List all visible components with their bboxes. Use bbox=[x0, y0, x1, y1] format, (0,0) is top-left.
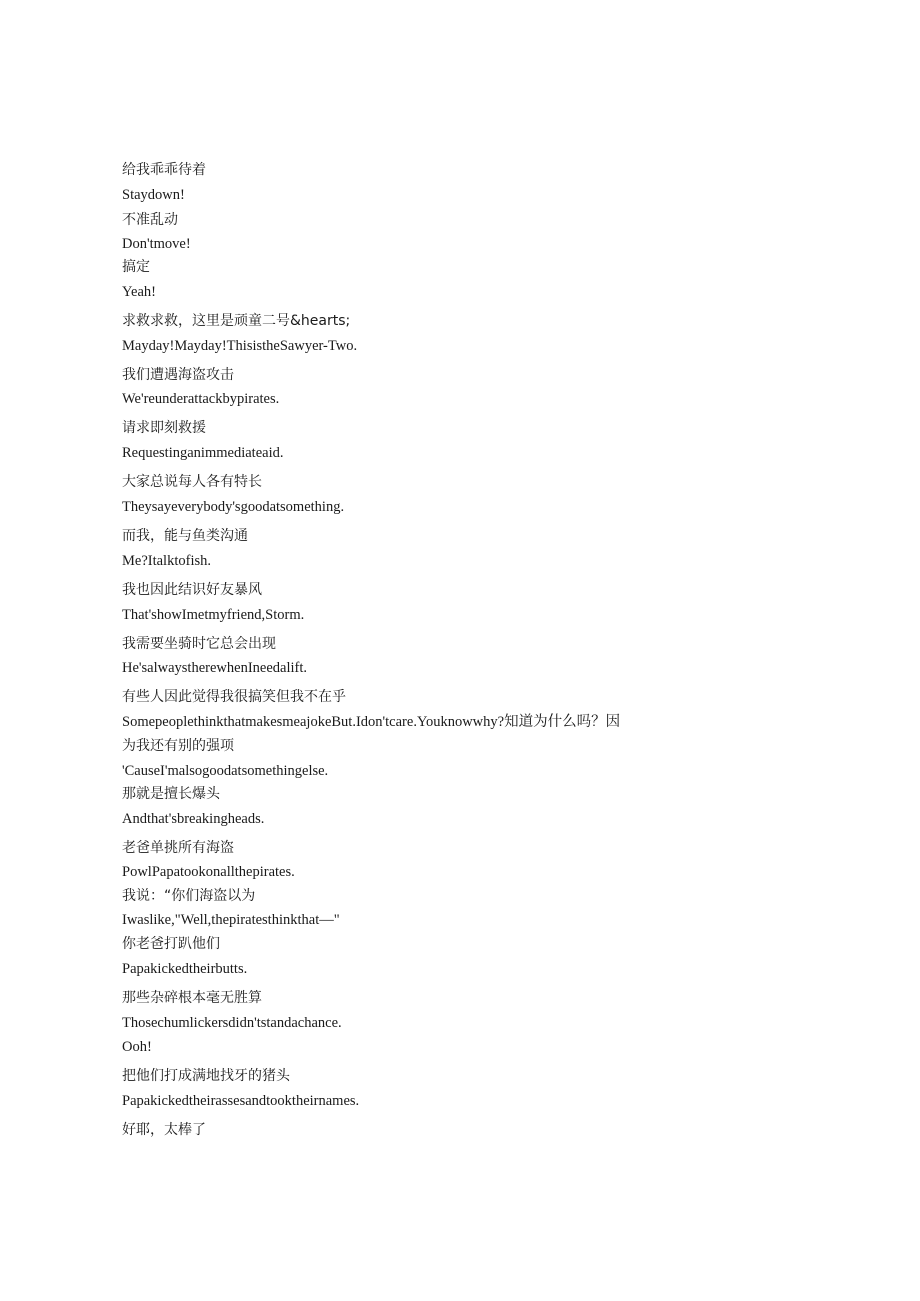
subtitle-line-en: Theysayeverybody'sgoodatsomething. bbox=[122, 499, 345, 515]
subtitle-line-cn: 我也因此结识好友暴风 bbox=[122, 582, 262, 598]
subtitle-line-en: We'reunderattackbypirates. bbox=[122, 391, 280, 407]
subtitle-line-cn: 我说：“你们海盗以为 bbox=[122, 888, 256, 904]
subtitle-line-cn: 好耶，太棒了 bbox=[122, 1122, 206, 1138]
subtitle-line-en: Mayday!Mayday!ThisistheSawyer-Two. bbox=[122, 338, 358, 354]
subtitle-line-cn: 给我乖乖待着 bbox=[122, 162, 206, 178]
subtitle-line-en: Papakickedtheirbutts. bbox=[122, 961, 248, 977]
subtitle-line-cn: 你老爸打趴他们 bbox=[122, 936, 220, 952]
subtitle-line-en: SomepeoplethinkthatmakesmeajokeBut.Idon'tcare.Youknowwhy?知道为什么吗？因 bbox=[122, 714, 621, 730]
subtitle-line-cn: 不准乱动 bbox=[122, 212, 178, 228]
subtitle-line-en: Ooh! bbox=[122, 1039, 152, 1055]
subtitle-line-en: He'salwaystherewhenIneedalift. bbox=[122, 660, 307, 676]
subtitle-line-cn: 把他们打成满地找牙的猪头 bbox=[122, 1068, 290, 1084]
subtitle-line-cn: 为我还有别的强项 bbox=[122, 738, 234, 754]
subtitle-line-en: Andthat'sbreakingheads. bbox=[122, 811, 265, 827]
subtitle-line-en: Thosechumlickersdidn'tstandachance. bbox=[122, 1015, 342, 1031]
subtitle-line-cn: 求救求救，这里是顽童二号&hearts; bbox=[122, 313, 351, 329]
subtitle-line-cn: 搞定 bbox=[122, 259, 150, 275]
subtitle-line-cn: 那就是擅长爆头 bbox=[122, 786, 220, 802]
subtitle-line-en: That'showImetmyfriend,Storm. bbox=[122, 607, 305, 623]
subtitle-line-en: Requestinganimmediateaid. bbox=[122, 445, 284, 461]
subtitle-line-cn: 有些人因此觉得我很搞笑但我不在乎 bbox=[122, 689, 346, 705]
subtitle-line-cn: 我需要坐骑时它总会出现 bbox=[122, 636, 276, 652]
subtitle-line-en: Me?Italktofish. bbox=[122, 553, 211, 569]
subtitle-line-en: Don'tmove! bbox=[122, 236, 191, 252]
subtitle-line-en: PowlPapatookonallthepirates. bbox=[122, 864, 295, 880]
subtitle-line-cn: 老爸单挑所有海盗 bbox=[122, 840, 234, 856]
subtitle-line-cn: 而我，能与鱼类沟通 bbox=[122, 528, 248, 544]
subtitle-line-en: Papakickedtheirassesandtooktheirnames. bbox=[122, 1093, 360, 1109]
subtitle-line-en: Yeah! bbox=[122, 284, 156, 300]
subtitle-line-cn: 我们遭遇海盗攻击 bbox=[122, 367, 234, 383]
subtitle-line-cn: 那些杂碎根本毫无胜算 bbox=[122, 990, 262, 1006]
subtitle-line-en: Iwaslike,"Well,thepiratesthinkthat—" bbox=[122, 912, 340, 928]
subtitle-line-cn: 大家总说每人各有特长 bbox=[122, 474, 262, 490]
subtitle-line-cn: 请求即刻救援 bbox=[122, 420, 206, 436]
subtitle-line-en: 'CauseI'malsogoodatsomethingelse. bbox=[122, 763, 329, 779]
subtitle-line-en: Staydown! bbox=[122, 187, 185, 203]
